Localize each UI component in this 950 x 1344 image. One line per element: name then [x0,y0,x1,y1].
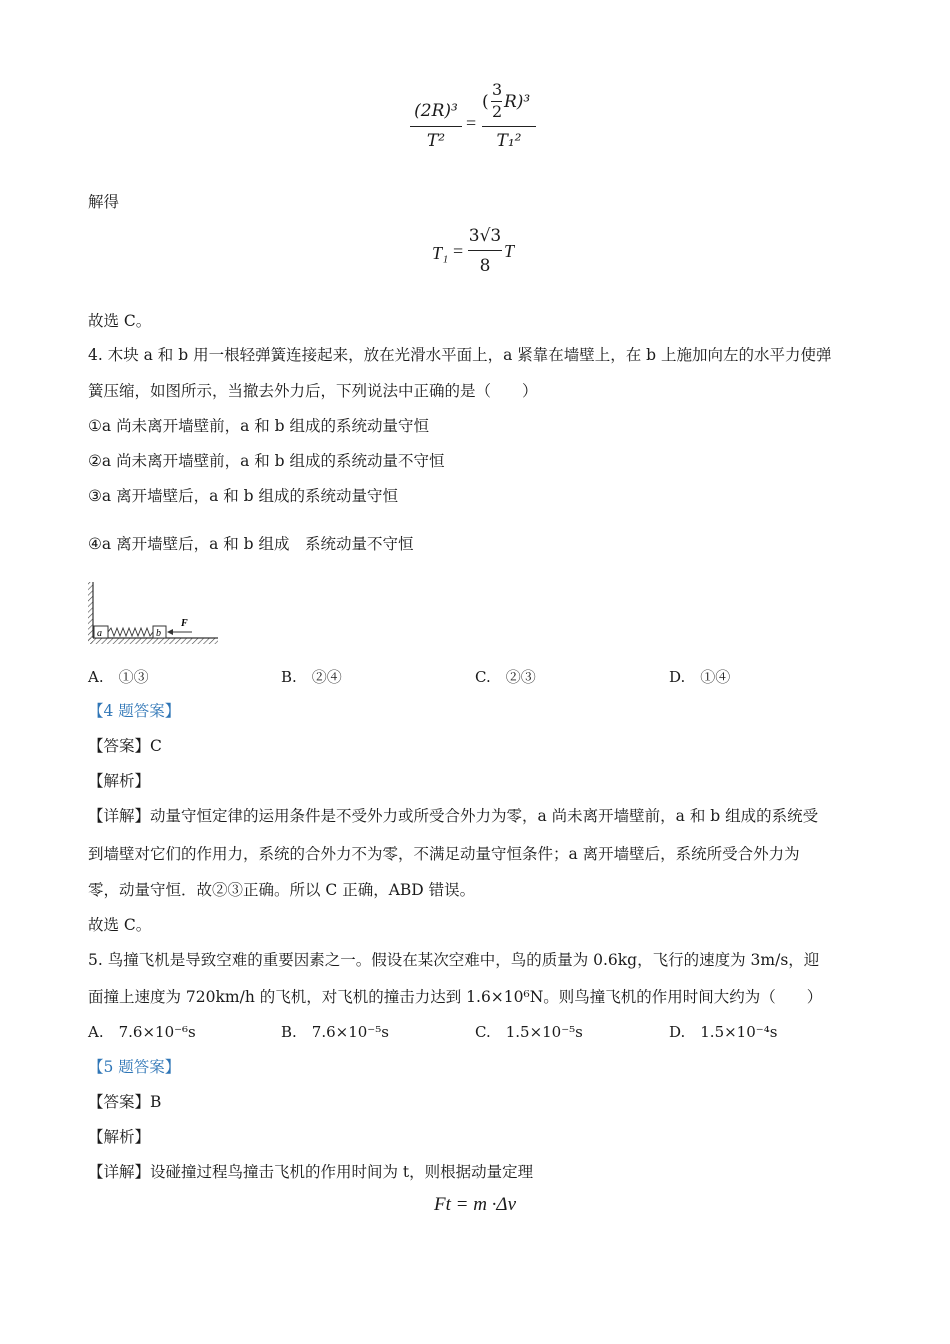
q4-guxuan: 故选 C。 [88,916,152,934]
eq1-right-denominator: T₁² [496,131,522,151]
eq1-right-fraction [482,80,536,152]
q4-answer-header: 【4 题答案】 [88,702,181,720]
q4-option-b: B. ②④ [281,668,342,686]
q4-statement-4: ④a 离开墙壁后，a 和 b 组成 系统动量不守恒 [88,535,414,553]
q5-option-d: D. 1.5×10⁻⁴s [669,1023,778,1041]
eq2-numerator: 3√3 [468,226,502,246]
q5-detail-line1: 【详解】设碰撞过程鸟撞击飞机的作用时间为 t，则根据动量定理 [88,1163,534,1181]
eq2-lhs: T₁ [432,243,449,263]
eq1-left-fraction [410,100,462,152]
q4-figure-spring-blocks [86,580,220,650]
q5-stem-line1: 5. 鸟撞飞机是导致空难的重要因素之一。假设在某次空难中，鸟的质量为 0.6kg，飞行的速度为 3m/s，迎 [88,951,820,969]
block-b-label: b [156,628,161,639]
text-jiede: 解得 [88,193,120,211]
text-guxuan-1: 故选 C。 [88,312,152,330]
eq2-denominator: 8 [479,256,491,276]
q4-analysis-header: 【解析】 [88,772,151,790]
eq2-bar [468,250,502,251]
q5-answer: 【答案】B [88,1093,162,1111]
q5-equation: Ft = m ·Δv [434,1194,517,1215]
floor-hatch [88,638,218,644]
q4-stem-line2: 簧压缩，如图所示，当撤去外力后，下列说法中正确的是（ ） [88,382,538,400]
q4-statement-3: ③a 离开墙壁后，a 和 b 组成的系统动量守恒 [88,487,399,505]
eq1-left-denominator: T² [426,131,446,151]
eq1-equals: = [466,113,477,133]
q4-statement-2: ②a 尚未离开墙壁前，a 和 b 组成的系统动量不守恒 [88,452,445,470]
eq1-inner-den: 2 [492,102,503,121]
eq2-fraction [468,226,502,276]
force-label: F [181,618,188,629]
eq1-right-bar [482,126,536,127]
q5-option-a: A. 7.6×10⁻⁶s [88,1023,196,1041]
spring [108,628,153,636]
q4-detail-line3: 零，动量守恒．故②③正确。所以 C 正确，ABD 错误。 [88,881,476,899]
eq2-equals: = [453,241,464,261]
q4-stem-line1: 4. 木块 a 和 b 用一根轻弹簧连接起来，放在光滑水平面上，a 紧靠在墙壁上，在 b 上施加向左的水平力使弹 [88,346,832,364]
q4-statement-1: ①a 尚未离开墙壁前，a 和 b 组成的系统动量守恒 [88,417,430,435]
q5-analysis-header: 【解析】 [88,1128,151,1146]
wall-hatch [88,582,93,644]
q5-option-c: C. 1.5×10⁻⁵s [475,1023,583,1041]
force-arrow-head [167,629,173,635]
eq1-inner-tail: R)³ [504,92,531,112]
q5-answer-header: 【5 题答案】 [88,1058,181,1076]
eq1-left-bar [410,126,462,127]
block-a-label: a [97,628,102,639]
q5-stem-line2: 面撞上速度为 720km/h 的飞机，对飞机的撞击力达到 1.6×10⁶N。则鸟撞飞机的作用时间大约为（ ） [88,988,823,1006]
eq1-inner-num: 3 [492,80,503,99]
eq2-tail: T [504,241,515,261]
q4-detail-line1: 【详解】动量守恒定律的运用条件是不受外力或所受合外力为零，a 尚未离开墙壁前，a 和 b 组成的系统受 [88,807,819,825]
eq1-paren-open: ( [482,92,489,112]
q4-option-c: C. ②③ [475,668,536,686]
q4-option-d: D. ①④ [669,668,731,686]
q5-option-b: B. 7.6×10⁻⁵s [281,1023,389,1041]
eq1-left-numerator: (2R)³ [414,101,458,121]
q4-option-a: A. ①③ [88,668,149,686]
q4-answer: 【答案】C [88,737,162,755]
q4-detail-line2: 到墙壁对它们的作用力，系统的合外力不为零，不满足动量守恒条件；a 离开墙壁后，系统所受合外力为 [88,845,800,863]
